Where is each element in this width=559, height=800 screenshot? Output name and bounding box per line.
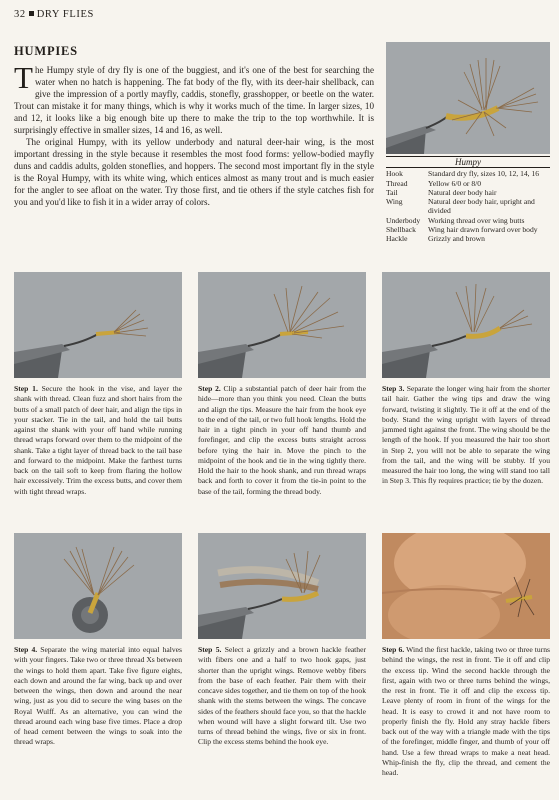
article-title: HUMPIES (14, 44, 78, 58)
recipe-title: Humpy (386, 156, 550, 168)
recipe-row: Shellback Wing hair drawn forward over body (386, 225, 538, 235)
intro-paragraph-2: The original Humpy, with its yellow underbody and natural deer-hair wing, is the most important dressing in the style because it resembles the most food forms: yellow-bodied mayfly duns and caddis adults, golden stoneflies, and hoppers. The second most important fly in the style is the Royal Humpy, with its white wing, which entices almost as many trout and is much easier for the angler to see afloat on the water. Try those first, and tie others if the style catches fish for you and you'd like to fish it in a wider array of colors. (14, 137, 374, 207)
page-header (14, 9, 94, 20)
step-5-photo (198, 533, 366, 639)
step-5-text: Step 5. Select a grizzly and a brown hackle feather with fibers one and a half to two hook gaps, just shorter than the upright wings. Remove webby fibers from the base of each feather. Pair them with their concave sides together, and tie them on top of the hook shank with the stems between the wings. The concave sides of the feathers should face you, so that the hackle when wound will have a slight forward tilt. Use two turns of thread behind the wings, five or six in front. Clip the excess stems behind the hook eye. (198, 645, 366, 747)
recipe-row: Underbody Working thread over wing butts (386, 215, 525, 225)
step-4-photo (14, 533, 182, 639)
recipe-row: Tail Natural deer body hair (386, 187, 497, 197)
step-2-photo (198, 272, 366, 378)
step-3-text: Step 3. Separate the longer wing hair from the shorter tail hair. Gather the wing tips and draw the wing forward, twisting it slightly. Tie it off at the end of the body. Stand the wing upright with layers of thread jammed tight against the front. The wing should be the length of the hook. If you measured the hair too short in Step 2, you will not be able to separate the wing from the tail, and the wing will be stubby. If you measured the hair too long, the wing will stand too tall in Step 3. This fly requires practice; tie by the dozen. (382, 384, 550, 486)
recipe-row: Thread Yellow 6/0 or 8/0 (386, 178, 482, 188)
intro-text (14, 60, 374, 208)
drop-cap: T (14, 60, 33, 95)
page-number: 32 (14, 9, 26, 20)
step-4-text: Step 4. Separate the wing material into equal halves with your fingers. Take two or three thread Xs between the wings to hold them apart. Take five figure eights, each down and around the far wing, back up and over between the wings, then down and around the near wing, just as you did to secure the wing bases on the Royal Wulff. As an alternative, you can wind the thread around each wing base five times. Place a drop of head cement between the wings to soak into the thread wraps. (14, 645, 183, 747)
step-1-text: Step 1. Secure the hook in the vise, and layer the shank with thread. Clean fuzz and short hairs from the butts of a small patch of deer hair, and align the tips in your stacker. Tie in the tail, and hold the tail butts against the shank with your off hand while running thread wraps forward over them to the midpoint of the shank. Take a tight layer of thread back to the tail base and forward to the midpoint. Make the farthest turns back on the tail soft to keep from flaring the hollow hair excessively. Trim the excess butts, and cover them with tight thread wraps. (14, 384, 182, 496)
finished-fly-photo (386, 42, 550, 154)
intro-paragraph-1: The Humpy style of dry fly is one of the buggiest, and it's one of the best for searching the water when no hatch is happening. The fat body of the fly, with its deer-hair shellback, can give the impression of a portly mayfly, caddis, stonefly, grasshopper, or beetle on the water. Trout can mistake it for many things, which is why it works much of the time. In larger sizes, 10 and 12, it looks like a big enough bite up there to make the trip to the top worthwhile. It is surprisingly effective in smaller sizes, 14 and 16, as well. (14, 60, 374, 135)
step-6-photo (382, 533, 550, 639)
recipe-row: Wing Natural deer body hair, upright and divided (386, 197, 535, 216)
step-1-photo (14, 272, 182, 378)
step-3-photo (382, 272, 550, 378)
step-2-text: Step 2. Clip a substantial patch of deer hair from the hide—more than you think you need. Clean the butts and align the tips. Measure the hair from the hook eye to the end of the tail, or two full hook lengths. Hold the hair in a tight pinch in your off hand thumb and forefinger, and clip the excess butts straight across before tying the hair in. Move the pinch to the midpoint of the hook and tie in the wing tightly there. Hold the hair to the hook shank, and run thread wraps back and forth to cover it from the tie-in point to the base of the tail, forming the thread body. (198, 384, 366, 496)
recipe-row: Hook Standard dry fly, sizes 10, 12, 14, 16 (386, 169, 540, 179)
recipe-row: Hackle Grizzly and brown (386, 234, 485, 244)
recipe-box (386, 156, 550, 244)
header-square-icon (29, 11, 34, 16)
step-6-text: Step 6. Wind the first hackle, taking two or three turns behind the wings, the rest in front. Tie it off and clip the excess tip. Wind the second hackle through the first, again with two or three turns behind the wings, the rest in front. Tie it off and clip the excess tip. Leave plenty of room in front of the wings for the head. It is easy to crowd it and not have room to properly finish the fly. Hold any stray hackle fibers back out of the way with a triangle made with the tips of the forefinger, middle finger, and thumb of your off hand. Use a few thread wraps to make a neat head. Whip-finish the fly, clip the thread, and cement the head. (382, 645, 550, 777)
section-name: DRY FLIES (36, 9, 94, 20)
